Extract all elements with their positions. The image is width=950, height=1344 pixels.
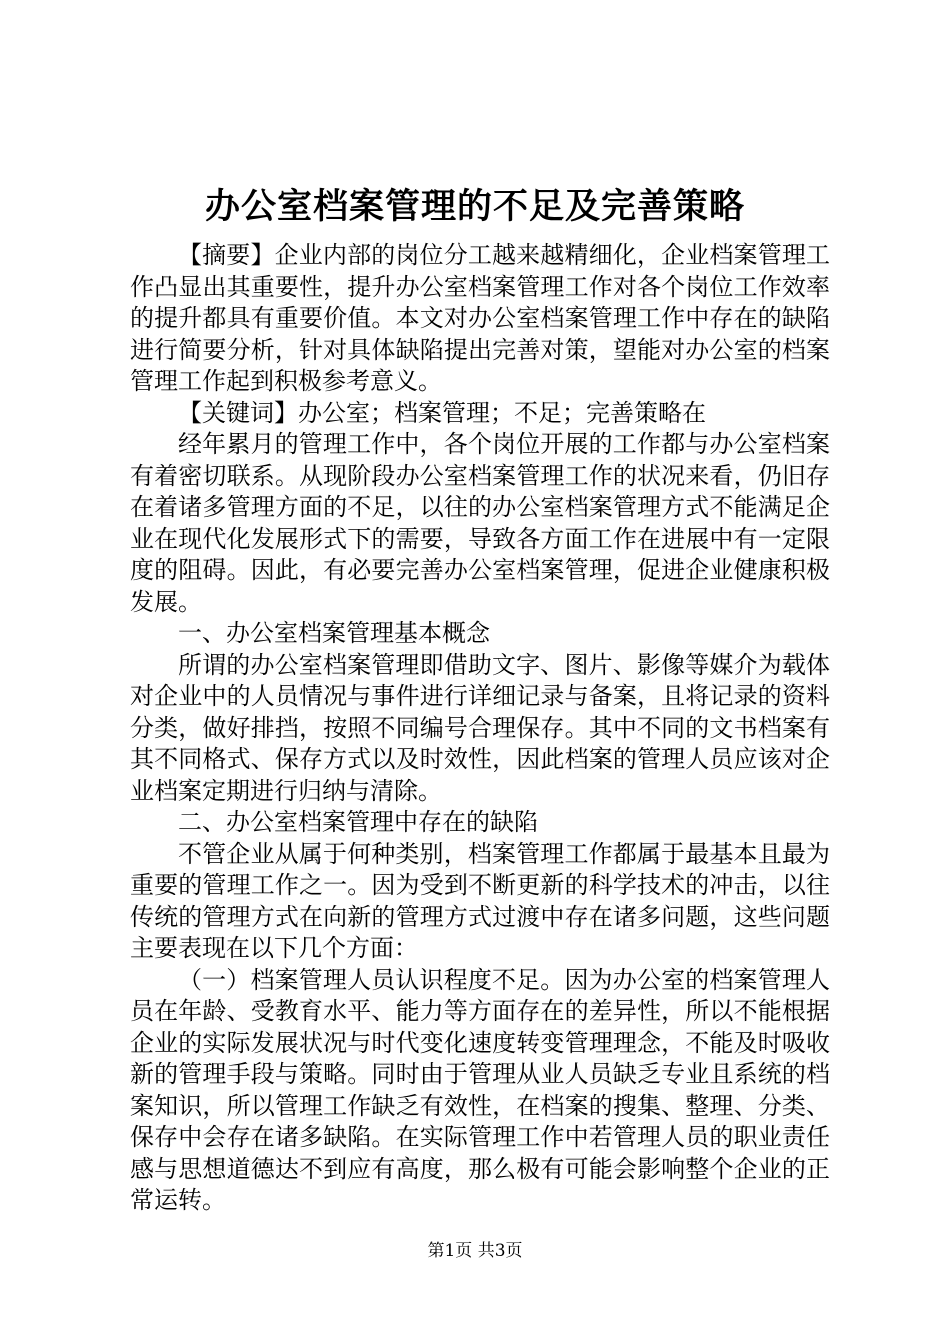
section-heading-1: 一、办公室档案管理基本概念: [178, 619, 490, 647]
section-heading-2: 二、办公室档案管理中存在的缺陷: [178, 808, 538, 836]
document-body: [130, 240, 830, 1217]
abstract-paragraph: 【摘要】企业内部的岗位分工越来越精细化，企业档案管理工作凸显出其重要性，提升办公室档案管理工作对各个岗位工作效率的提升都具有重要价值。本文对办公室档案管理工作中存在的缺陷进行简要分析，针对具体缺陷提出完善对策，望能对办公室的档案管理工作起到积极参考意义。: [130, 241, 830, 395]
document-title: 办公室档案管理的不足及完善策略: [204, 186, 745, 227]
section-2-item-1-paragraph: （一）档案管理人员认识程度不足。因为办公室的档案管理人员在年龄、受教育水平、能力等方面存在的差异性，所以不能根据企业的实际发展状况与时代变化速度转变管理理念，不能及时吸收新的管理手段与策略。同时由于管理从业人员缺乏专业且系统的档案知识，所以管理工作缺乏有效性，在档案的搜集、整理、分类、保存中会存在诸多缺陷。在实际管理工作中若管理人员的职业责任感与思想道德达不到应有高度，那么极有可能会影响整个企业的正常运转。: [130, 965, 830, 1214]
intro-paragraph: 经年累月的管理工作中，各个岗位开展的工作都与办公室档案有着密切联系。从现阶段办公室档案管理工作的状况来看，仍旧存在着诸多管理方面的不足，以往的办公室档案管理方式不能满足企业在现代化发展形式下的需要，导致各方面工作在进展中有一定限度的阻碍。因此，有必要完善办公室档案管理，促进企业健康积极发展。: [130, 430, 830, 616]
section-1-paragraph: 所谓的办公室档案管理即借助文字、图片、影像等媒介为载体对企业中的人员情况与事件进行详细记录与备案，且将记录的资料分类，做好排挡，按照不同编号合理保存。其中不同的文书档案有其不同格式、保存方式以及时效性，因此档案的管理人员应该对企业档案定期进行归纳与清除。: [130, 650, 830, 805]
page-number-footer: 第1页 共3页: [427, 1241, 523, 1261]
keywords-paragraph: 【关键词】办公室；档案管理；不足；完善策略在: [178, 398, 706, 427]
section-2-paragraph: 不管企业从属于何种类别，档案管理工作都属于最基本且最为重要的管理工作之一。因为受到不断更新的科学技术的冲击，以往传统的管理方式在向新的管理方式过渡中存在诸多问题，这些问题主要表现在以下几个方面：: [130, 839, 830, 962]
